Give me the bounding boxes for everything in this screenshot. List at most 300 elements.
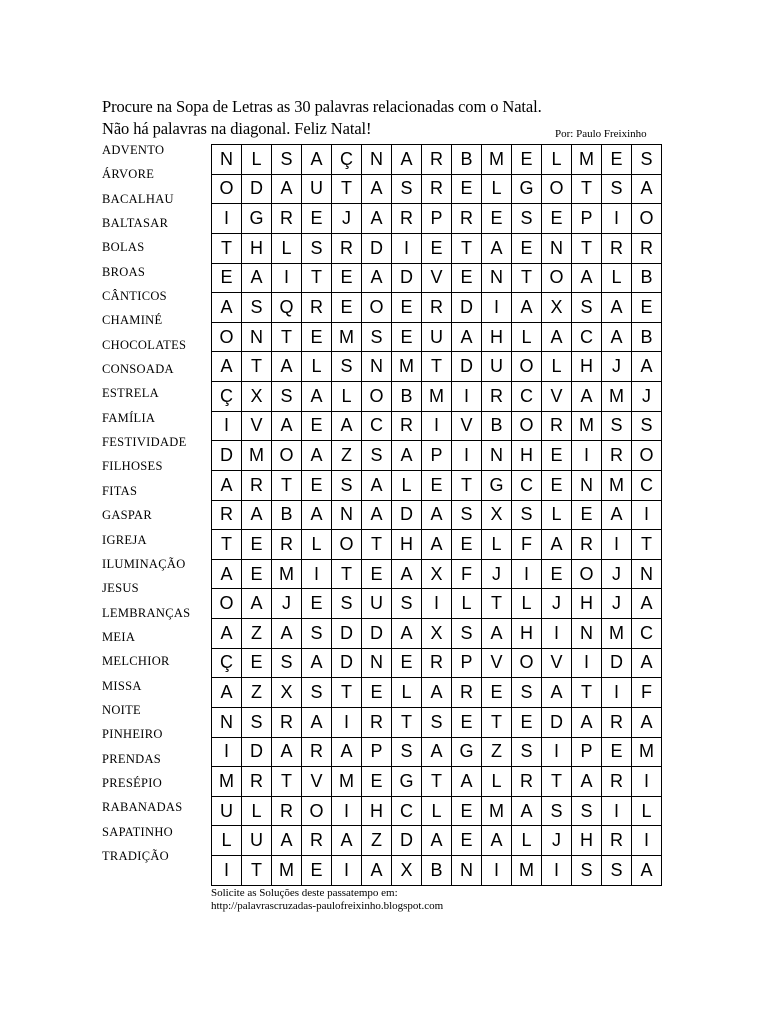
grid-cell[interactable]: E [542, 559, 572, 589]
grid-cell[interactable]: J [332, 204, 362, 234]
grid-cell[interactable]: D [452, 293, 482, 323]
grid-cell[interactable]: D [452, 352, 482, 382]
grid-cell[interactable]: I [452, 382, 482, 412]
grid-cell[interactable]: O [362, 382, 392, 412]
grid-cell[interactable]: A [212, 678, 242, 708]
grid-cell[interactable]: A [392, 441, 422, 471]
grid-cell[interactable]: S [542, 796, 572, 826]
grid-cell[interactable]: E [242, 648, 272, 678]
grid-cell[interactable]: Z [242, 678, 272, 708]
grid-cell[interactable]: E [452, 826, 482, 856]
grid-cell[interactable]: M [392, 352, 422, 382]
grid-cell[interactable]: B [422, 856, 452, 886]
grid-cell[interactable]: R [482, 382, 512, 412]
grid-cell[interactable]: X [422, 559, 452, 589]
grid-cell[interactable]: A [272, 737, 302, 767]
grid-cell[interactable]: I [632, 826, 662, 856]
grid-cell[interactable]: A [572, 382, 602, 412]
grid-cell[interactable]: C [632, 619, 662, 649]
grid-cell[interactable]: R [392, 204, 422, 234]
grid-cell[interactable]: C [512, 382, 542, 412]
grid-cell[interactable]: L [542, 352, 572, 382]
grid-cell[interactable]: A [212, 619, 242, 649]
grid-cell[interactable]: R [602, 767, 632, 797]
grid-cell[interactable]: T [332, 678, 362, 708]
grid-cell[interactable]: R [572, 530, 602, 560]
grid-cell[interactable]: N [482, 441, 512, 471]
grid-cell[interactable]: M [632, 737, 662, 767]
grid-cell[interactable]: T [422, 352, 452, 382]
grid-cell[interactable]: O [212, 322, 242, 352]
grid-cell[interactable]: J [272, 589, 302, 619]
grid-cell[interactable]: A [602, 500, 632, 530]
grid-cell[interactable]: R [272, 204, 302, 234]
grid-cell[interactable]: L [632, 796, 662, 826]
grid-cell[interactable]: T [452, 233, 482, 263]
grid-cell[interactable]: Z [332, 441, 362, 471]
grid-cell[interactable]: O [512, 411, 542, 441]
grid-cell[interactable]: S [572, 293, 602, 323]
grid-cell[interactable]: A [302, 145, 332, 175]
grid-cell[interactable]: R [602, 441, 632, 471]
grid-cell[interactable]: M [212, 767, 242, 797]
grid-cell[interactable]: J [602, 352, 632, 382]
grid-cell[interactable]: A [302, 441, 332, 471]
grid-cell[interactable]: E [452, 796, 482, 826]
grid-cell[interactable]: A [272, 826, 302, 856]
grid-cell[interactable]: A [332, 826, 362, 856]
grid-cell[interactable]: D [242, 174, 272, 204]
grid-cell[interactable]: T [212, 530, 242, 560]
grid-cell[interactable]: H [362, 796, 392, 826]
grid-cell[interactable]: E [422, 233, 452, 263]
grid-cell[interactable]: A [542, 678, 572, 708]
grid-cell[interactable]: I [572, 441, 602, 471]
grid-cell[interactable]: R [422, 145, 452, 175]
grid-cell[interactable]: A [242, 500, 272, 530]
grid-cell[interactable]: D [212, 441, 242, 471]
grid-cell[interactable]: L [452, 589, 482, 619]
grid-cell[interactable]: D [332, 619, 362, 649]
grid-cell[interactable]: N [242, 322, 272, 352]
grid-cell[interactable]: N [332, 500, 362, 530]
grid-cell[interactable]: T [272, 767, 302, 797]
grid-cell[interactable]: E [392, 293, 422, 323]
grid-cell[interactable]: I [332, 796, 362, 826]
grid-cell[interactable]: V [542, 648, 572, 678]
grid-cell[interactable]: E [452, 263, 482, 293]
grid-cell[interactable]: M [572, 145, 602, 175]
grid-cell[interactable]: S [302, 619, 332, 649]
grid-cell[interactable]: L [482, 174, 512, 204]
grid-cell[interactable]: G [452, 737, 482, 767]
grid-cell[interactable]: N [632, 559, 662, 589]
grid-cell[interactable]: T [482, 589, 512, 619]
grid-cell[interactable]: T [302, 263, 332, 293]
grid-cell[interactable]: E [542, 441, 572, 471]
grid-cell[interactable]: E [242, 530, 272, 560]
footer-url[interactable]: http://palavrascruzadas-paulofreixinho.blogspot.com [211, 900, 444, 912]
grid-cell[interactable]: J [632, 382, 662, 412]
grid-cell[interactable]: E [362, 767, 392, 797]
grid-cell[interactable]: A [362, 470, 392, 500]
grid-cell[interactable]: T [332, 559, 362, 589]
grid-cell[interactable]: S [572, 796, 602, 826]
grid-cell[interactable]: A [332, 411, 362, 441]
grid-cell[interactable]: T [212, 233, 242, 263]
grid-cell[interactable]: I [212, 856, 242, 886]
grid-cell[interactable]: I [602, 796, 632, 826]
grid-cell[interactable]: E [542, 204, 572, 234]
grid-cell[interactable]: S [302, 233, 332, 263]
grid-cell[interactable]: L [482, 530, 512, 560]
grid-cell[interactable]: A [512, 293, 542, 323]
grid-cell[interactable]: I [482, 856, 512, 886]
grid-cell[interactable]: R [242, 767, 272, 797]
grid-cell[interactable]: T [242, 352, 272, 382]
grid-cell[interactable]: A [362, 856, 392, 886]
grid-cell[interactable]: R [512, 767, 542, 797]
grid-cell[interactable]: A [272, 174, 302, 204]
grid-cell[interactable]: A [302, 707, 332, 737]
grid-cell[interactable]: R [272, 707, 302, 737]
grid-cell[interactable]: D [362, 233, 392, 263]
grid-cell[interactable]: E [362, 559, 392, 589]
grid-cell[interactable]: L [272, 233, 302, 263]
grid-cell[interactable]: X [482, 500, 512, 530]
grid-cell[interactable]: R [362, 707, 392, 737]
grid-cell[interactable]: E [452, 707, 482, 737]
grid-cell[interactable]: A [602, 322, 632, 352]
grid-cell[interactable]: I [632, 500, 662, 530]
grid-cell[interactable]: N [572, 619, 602, 649]
grid-cell[interactable]: O [302, 796, 332, 826]
grid-cell[interactable]: S [392, 174, 422, 204]
grid-cell[interactable]: S [242, 707, 272, 737]
grid-cell[interactable]: A [332, 737, 362, 767]
grid-cell[interactable]: O [272, 441, 302, 471]
grid-cell[interactable]: A [632, 648, 662, 678]
grid-cell[interactable]: H [482, 322, 512, 352]
grid-cell[interactable]: V [452, 411, 482, 441]
grid-cell[interactable]: U [482, 352, 512, 382]
grid-cell[interactable]: A [542, 322, 572, 352]
grid-cell[interactable]: V [542, 382, 572, 412]
grid-cell[interactable]: T [242, 856, 272, 886]
grid-cell[interactable]: S [512, 500, 542, 530]
grid-cell[interactable]: A [212, 352, 242, 382]
grid-cell[interactable]: T [272, 470, 302, 500]
grid-cell[interactable]: N [212, 145, 242, 175]
grid-cell[interactable]: M [272, 559, 302, 589]
grid-cell[interactable]: N [452, 856, 482, 886]
grid-cell[interactable]: R [602, 707, 632, 737]
grid-cell[interactable]: S [242, 293, 272, 323]
grid-cell[interactable]: O [632, 204, 662, 234]
grid-cell[interactable]: A [452, 767, 482, 797]
grid-cell[interactable]: N [362, 145, 392, 175]
grid-cell[interactable]: N [482, 263, 512, 293]
grid-cell[interactable]: H [572, 826, 602, 856]
grid-cell[interactable]: N [572, 470, 602, 500]
grid-cell[interactable]: I [572, 648, 602, 678]
grid-cell[interactable]: A [632, 589, 662, 619]
grid-cell[interactable]: M [512, 856, 542, 886]
grid-cell[interactable]: A [482, 233, 512, 263]
grid-cell[interactable]: G [242, 204, 272, 234]
grid-cell[interactable]: T [572, 174, 602, 204]
grid-cell[interactable]: S [422, 707, 452, 737]
grid-cell[interactable]: S [512, 678, 542, 708]
grid-cell[interactable]: B [452, 145, 482, 175]
grid-cell[interactable]: S [452, 500, 482, 530]
grid-cell[interactable]: M [602, 619, 632, 649]
grid-cell[interactable]: X [542, 293, 572, 323]
grid-cell[interactable]: S [452, 619, 482, 649]
grid-cell[interactable]: M [482, 796, 512, 826]
grid-cell[interactable]: O [332, 530, 362, 560]
grid-cell[interactable]: Ç [212, 648, 242, 678]
grid-cell[interactable]: O [512, 648, 542, 678]
grid-cell[interactable]: T [512, 263, 542, 293]
grid-cell[interactable]: J [542, 826, 572, 856]
grid-cell[interactable]: I [272, 263, 302, 293]
grid-cell[interactable]: T [422, 767, 452, 797]
grid-cell[interactable]: N [212, 707, 242, 737]
grid-cell[interactable]: S [512, 204, 542, 234]
grid-cell[interactable]: F [512, 530, 542, 560]
grid-cell[interactable]: O [212, 174, 242, 204]
grid-cell[interactable]: E [572, 500, 602, 530]
grid-cell[interactable]: L [332, 382, 362, 412]
grid-cell[interactable]: M [572, 411, 602, 441]
grid-cell[interactable]: R [302, 737, 332, 767]
grid-cell[interactable]: D [392, 826, 422, 856]
grid-cell[interactable]: I [602, 530, 632, 560]
grid-cell[interactable]: E [482, 678, 512, 708]
grid-cell[interactable]: T [362, 530, 392, 560]
grid-cell[interactable]: M [242, 441, 272, 471]
grid-cell[interactable]: E [302, 322, 332, 352]
grid-cell[interactable]: L [512, 826, 542, 856]
grid-cell[interactable]: U [422, 322, 452, 352]
grid-cell[interactable]: A [362, 174, 392, 204]
grid-cell[interactable]: S [272, 145, 302, 175]
grid-cell[interactable]: L [392, 678, 422, 708]
grid-cell[interactable]: J [602, 559, 632, 589]
grid-cell[interactable]: E [242, 559, 272, 589]
grid-cell[interactable]: I [212, 411, 242, 441]
grid-cell[interactable]: I [452, 441, 482, 471]
grid-cell[interactable]: A [362, 263, 392, 293]
grid-cell[interactable]: H [572, 589, 602, 619]
grid-cell[interactable]: E [512, 707, 542, 737]
grid-cell[interactable]: E [302, 856, 332, 886]
grid-cell[interactable]: E [482, 204, 512, 234]
grid-cell[interactable]: E [392, 648, 422, 678]
grid-cell[interactable]: F [452, 559, 482, 589]
grid-cell[interactable]: A [512, 796, 542, 826]
grid-cell[interactable]: B [632, 322, 662, 352]
grid-cell[interactable]: A [212, 293, 242, 323]
grid-cell[interactable]: P [572, 737, 602, 767]
grid-cell[interactable]: U [212, 796, 242, 826]
grid-cell[interactable]: A [572, 263, 602, 293]
grid-cell[interactable]: E [362, 678, 392, 708]
grid-cell[interactable]: A [452, 322, 482, 352]
grid-cell[interactable]: A [302, 500, 332, 530]
grid-cell[interactable]: A [302, 648, 332, 678]
grid-cell[interactable]: C [572, 322, 602, 352]
grid-cell[interactable]: E [392, 322, 422, 352]
grid-cell[interactable]: A [362, 500, 392, 530]
grid-cell[interactable]: E [602, 737, 632, 767]
grid-cell[interactable]: E [512, 145, 542, 175]
grid-cell[interactable]: S [332, 352, 362, 382]
grid-cell[interactable]: I [212, 204, 242, 234]
grid-cell[interactable]: L [302, 352, 332, 382]
grid-cell[interactable]: S [362, 441, 392, 471]
grid-cell[interactable]: T [482, 707, 512, 737]
grid-cell[interactable]: V [482, 648, 512, 678]
grid-cell[interactable]: X [422, 619, 452, 649]
grid-cell[interactable]: J [482, 559, 512, 589]
grid-cell[interactable]: I [542, 856, 572, 886]
grid-cell[interactable]: Z [242, 619, 272, 649]
grid-cell[interactable]: R [602, 826, 632, 856]
grid-cell[interactable]: S [392, 737, 422, 767]
grid-cell[interactable]: T [272, 322, 302, 352]
grid-cell[interactable]: I [512, 559, 542, 589]
grid-cell[interactable]: A [422, 737, 452, 767]
grid-cell[interactable]: S [632, 145, 662, 175]
grid-cell[interactable]: A [572, 767, 602, 797]
grid-cell[interactable]: L [512, 589, 542, 619]
grid-cell[interactable]: R [392, 411, 422, 441]
grid-cell[interactable]: T [452, 470, 482, 500]
grid-cell[interactable]: T [542, 767, 572, 797]
grid-cell[interactable]: L [392, 470, 422, 500]
grid-cell[interactable]: Q [272, 293, 302, 323]
grid-cell[interactable]: D [392, 263, 422, 293]
grid-cell[interactable]: E [302, 470, 332, 500]
grid-cell[interactable]: V [302, 767, 332, 797]
grid-cell[interactable]: E [302, 411, 332, 441]
grid-cell[interactable]: R [272, 796, 302, 826]
grid-cell[interactable]: B [632, 263, 662, 293]
grid-cell[interactable]: H [512, 619, 542, 649]
grid-cell[interactable]: U [302, 174, 332, 204]
grid-cell[interactable]: L [242, 145, 272, 175]
grid-cell[interactable]: L [482, 767, 512, 797]
grid-cell[interactable]: S [272, 648, 302, 678]
grid-cell[interactable]: I [422, 411, 452, 441]
grid-cell[interactable]: B [392, 382, 422, 412]
grid-cell[interactable]: A [602, 293, 632, 323]
grid-cell[interactable]: V [422, 263, 452, 293]
grid-cell[interactable]: S [512, 737, 542, 767]
grid-cell[interactable]: D [332, 648, 362, 678]
grid-cell[interactable]: X [272, 678, 302, 708]
grid-cell[interactable]: L [212, 826, 242, 856]
grid-cell[interactable]: A [632, 174, 662, 204]
grid-cell[interactable]: H [512, 441, 542, 471]
grid-cell[interactable]: P [362, 737, 392, 767]
grid-cell[interactable]: E [452, 530, 482, 560]
grid-cell[interactable]: J [602, 589, 632, 619]
grid-cell[interactable]: S [572, 856, 602, 886]
grid-cell[interactable]: A [362, 204, 392, 234]
grid-cell[interactable]: D [362, 619, 392, 649]
grid-cell[interactable]: S [332, 470, 362, 500]
grid-cell[interactable]: A [422, 678, 452, 708]
grid-cell[interactable]: P [452, 648, 482, 678]
grid-cell[interactable]: H [572, 352, 602, 382]
grid-cell[interactable]: N [362, 648, 392, 678]
grid-cell[interactable]: I [392, 233, 422, 263]
grid-cell[interactable]: A [302, 382, 332, 412]
grid-cell[interactable]: G [512, 174, 542, 204]
grid-cell[interactable]: O [512, 352, 542, 382]
grid-cell[interactable]: R [302, 293, 332, 323]
grid-cell[interactable]: U [242, 826, 272, 856]
grid-cell[interactable]: S [392, 589, 422, 619]
grid-cell[interactable]: S [602, 411, 632, 441]
grid-cell[interactable]: A [242, 263, 272, 293]
grid-cell[interactable]: E [452, 174, 482, 204]
grid-cell[interactable]: I [482, 293, 512, 323]
grid-cell[interactable]: O [572, 559, 602, 589]
grid-cell[interactable]: R [422, 293, 452, 323]
grid-cell[interactable]: I [632, 767, 662, 797]
grid-cell[interactable]: C [392, 796, 422, 826]
grid-cell[interactable]: I [542, 737, 572, 767]
grid-cell[interactable]: V [242, 411, 272, 441]
grid-cell[interactable]: E [332, 263, 362, 293]
grid-cell[interactable]: A [482, 826, 512, 856]
grid-cell[interactable]: L [602, 263, 632, 293]
grid-cell[interactable]: L [242, 796, 272, 826]
grid-cell[interactable]: E [212, 263, 242, 293]
grid-cell[interactable]: Ç [212, 382, 242, 412]
grid-cell[interactable]: E [332, 293, 362, 323]
grid-cell[interactable]: A [392, 559, 422, 589]
grid-cell[interactable]: B [482, 411, 512, 441]
grid-cell[interactable]: I [302, 559, 332, 589]
grid-cell[interactable]: D [542, 707, 572, 737]
grid-cell[interactable]: T [572, 233, 602, 263]
grid-cell[interactable]: D [242, 737, 272, 767]
grid-cell[interactable]: I [422, 589, 452, 619]
grid-cell[interactable]: R [422, 174, 452, 204]
grid-cell[interactable]: I [542, 619, 572, 649]
grid-cell[interactable]: H [242, 233, 272, 263]
grid-cell[interactable]: M [272, 856, 302, 886]
grid-cell[interactable]: A [632, 856, 662, 886]
grid-cell[interactable]: P [572, 204, 602, 234]
grid-cell[interactable]: A [422, 530, 452, 560]
grid-cell[interactable]: I [332, 707, 362, 737]
grid-cell[interactable]: M [602, 470, 632, 500]
grid-cell[interactable]: E [602, 145, 632, 175]
grid-cell[interactable]: R [242, 470, 272, 500]
grid-cell[interactable]: E [632, 293, 662, 323]
grid-cell[interactable]: L [512, 322, 542, 352]
grid-cell[interactable]: E [302, 589, 332, 619]
grid-cell[interactable]: M [332, 322, 362, 352]
grid-cell[interactable]: T [572, 678, 602, 708]
grid-cell[interactable]: A [212, 559, 242, 589]
